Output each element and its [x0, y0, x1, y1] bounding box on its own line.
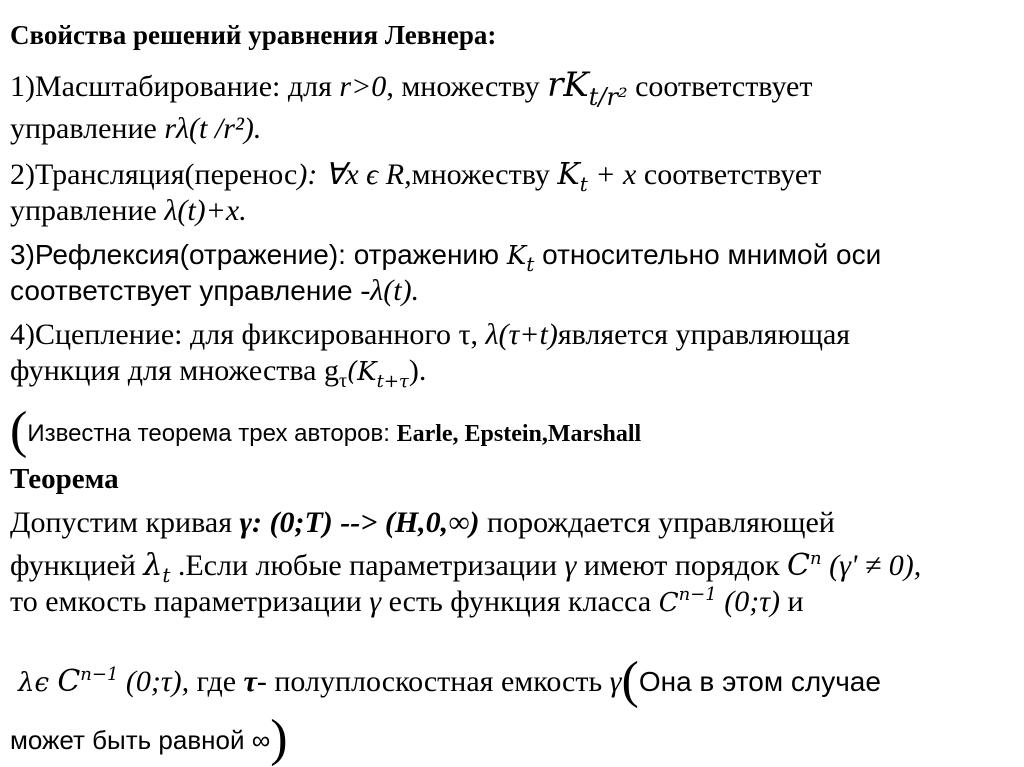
text: 3)Рефлексия(отражение): отражению	[10, 239, 507, 270]
text: функция для множества	[10, 354, 324, 387]
text: Она в этом случае	[638, 666, 881, 697]
property-1-line-2	[10, 112, 261, 146]
gamma: γ	[609, 665, 622, 698]
gamma: γ	[369, 585, 382, 618]
text: - полуплоскостная емкость	[256, 665, 610, 698]
lambda-in: λϵ	[18, 668, 58, 698]
theorem-line-5	[10, 710, 288, 767]
authors: Earle, Epstein,Marshall	[396, 421, 642, 447]
text: ):	[297, 158, 325, 191]
text: множеству	[411, 158, 558, 191]
text: имеют порядок	[576, 549, 788, 582]
subscript: t+τ	[376, 371, 409, 392]
condition: (γ' ≠ 0),	[821, 549, 922, 582]
set-K: K	[557, 157, 580, 192]
slide-title: Свойства решений уравнения Левнера:	[10, 20, 497, 50]
open-paren: (	[621, 652, 639, 709]
condition: r>0	[339, 70, 387, 103]
plus-x: + x	[587, 158, 637, 191]
set-K: (K	[347, 357, 377, 387]
text: относительно мнимой оси	[534, 239, 882, 270]
subscript: t/r²	[588, 83, 628, 111]
control-expression: -λ(t).	[360, 274, 420, 307]
control-expression: λ(t)+x.	[164, 194, 247, 227]
text: то емкость параметризации	[10, 585, 370, 618]
gamma: γ	[564, 549, 577, 582]
text: 2)Трансляция(перенос	[10, 158, 298, 191]
text: соответствует управление	[10, 275, 361, 306]
tau: τ	[243, 665, 257, 698]
text: функцией	[10, 549, 144, 582]
map-g: g	[323, 354, 339, 387]
text: .Если любые параметризации	[170, 549, 565, 582]
open-paren: (	[10, 402, 28, 459]
theorem-line-3	[10, 578, 804, 620]
text: управление	[10, 112, 165, 145]
subscript: t	[526, 252, 535, 276]
text: 1)Масштабирование: для	[10, 70, 340, 103]
subscript: t	[579, 172, 588, 196]
property-4-line-1	[10, 318, 850, 352]
text: соответствует	[636, 158, 822, 191]
text: есть функция класса	[381, 585, 659, 618]
theorem-line-1	[10, 506, 835, 540]
text: , множеству	[386, 70, 548, 103]
text: 4)Сцепление: для фиксированного τ,	[10, 318, 486, 351]
property-4-line-2	[10, 354, 426, 399]
superscript: n	[810, 548, 822, 569]
class-C: C	[787, 548, 810, 583]
subscript: τ	[338, 370, 348, 392]
property-1-line-1	[10, 65, 813, 114]
text: где	[189, 665, 244, 698]
subscript: t	[162, 563, 171, 587]
control-expression: rλ(t /r²).	[164, 112, 262, 145]
superscript: n−1	[80, 664, 119, 685]
property-3-line-2	[10, 274, 419, 308]
text: и	[779, 585, 804, 618]
text: соответствует	[627, 70, 813, 103]
class-C: C	[658, 588, 679, 618]
lambda: λ	[143, 548, 163, 583]
control-expression: λ(τ+t)	[485, 318, 558, 351]
text: Допустим кривая	[10, 506, 240, 539]
known-theorem-line	[10, 402, 642, 459]
superscript: n−1	[678, 584, 717, 605]
set-rK: rK	[547, 65, 589, 105]
text: ).	[408, 354, 427, 387]
text: является управляющая	[557, 318, 851, 351]
text: может быть равной ∞	[10, 725, 271, 755]
interval: (0;τ),	[118, 665, 190, 698]
text: управление	[10, 194, 165, 227]
interval: (0;τ)	[716, 585, 780, 618]
text: порождается управляющей	[479, 506, 835, 539]
text: Известна теорема трех авторов:	[27, 420, 397, 447]
property-2-line-2	[10, 194, 247, 228]
class-C: C	[57, 664, 81, 699]
close-paren: )	[270, 710, 288, 767]
theorem-line-4	[18, 652, 881, 709]
curve-expression: γ: (0;T) --> (H,0,∞)	[239, 506, 480, 539]
theorem-heading: Теорема	[10, 463, 119, 495]
set-K: K	[506, 241, 527, 271]
forall-expression: ∀x ϵ R,	[324, 158, 412, 191]
